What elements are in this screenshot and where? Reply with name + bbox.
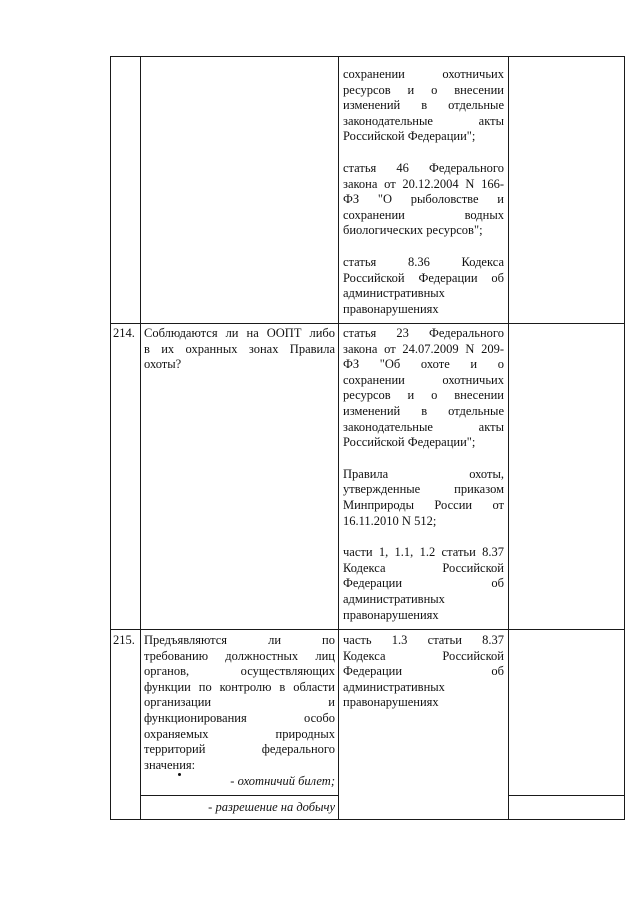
row-214-question: Соблюдаются ли на ООПТ либо в их охранных зонах Правила охоты? (144, 326, 335, 372)
row-215-question: Предъявляются ли по требованию должностных лиц органов, осуществляющих функции по контролю в области организации и функционирования особо охраняемых природных территорий федерального значения: (144, 633, 335, 772)
row-divider-215 (110, 629, 625, 630)
basis-paragraph-2: статья 46 Федерального закона от 20.12.2004 N 166- ФЗ "О рыболовстве и сохранении водных биологических ресурсов"; (343, 160, 504, 238)
basis-paragraph-2: Правила охоты, утвержденные приказом Минприроды России от 16.11.2010 N 512; (343, 466, 504, 528)
item-hunting-permit: - разрешение на добычу (208, 800, 335, 814)
sub-row-divider (141, 795, 338, 796)
basis-paragraph-1: сохранении охотничьих ресурсов и о внесении изменений в отдельные законодательные акты Российской Федерации"; (343, 67, 504, 144)
row-divider-214 (110, 323, 625, 324)
row-number-215: 215. (113, 633, 135, 647)
row-215-basis (343, 633, 504, 711)
basis-paragraph-1: статья 23 Федерального закона от 24.07.2009 N 209- ФЗ "Об охоте и о сохранении охотничьих ресурсов и о внесении изменений в отдельные законодательные акты Российской Федерации"; (343, 326, 504, 450)
row-number-214: 214. (113, 326, 135, 340)
table-border-bottom (110, 819, 625, 820)
row-214-basis (343, 326, 504, 623)
scan-speck (178, 773, 181, 776)
column-border-left (110, 56, 111, 820)
basis-paragraph-3: части 1, 1.1, 1.2 статьи 8.37 Кодекса Российской Федерации об административных правонарушениях (343, 545, 504, 622)
column-border-right (624, 56, 625, 820)
column-border-number (140, 56, 141, 820)
item-hunting-ticket: - охотничий билет; (230, 774, 335, 788)
column-border-basis (508, 56, 509, 820)
table-border-top (110, 56, 625, 57)
basis-paragraph-3: статья 8.36 Кодекса Российской Федерации об административных правонарушениях (343, 254, 504, 316)
basis-paragraph-1: часть 1.3 статьи 8.37 Кодекса Российской Федерации об административных правонарушениях (343, 633, 504, 710)
sub-row-divider-right (508, 795, 625, 796)
column-border-question (338, 56, 339, 820)
row-continued-basis (343, 67, 504, 317)
